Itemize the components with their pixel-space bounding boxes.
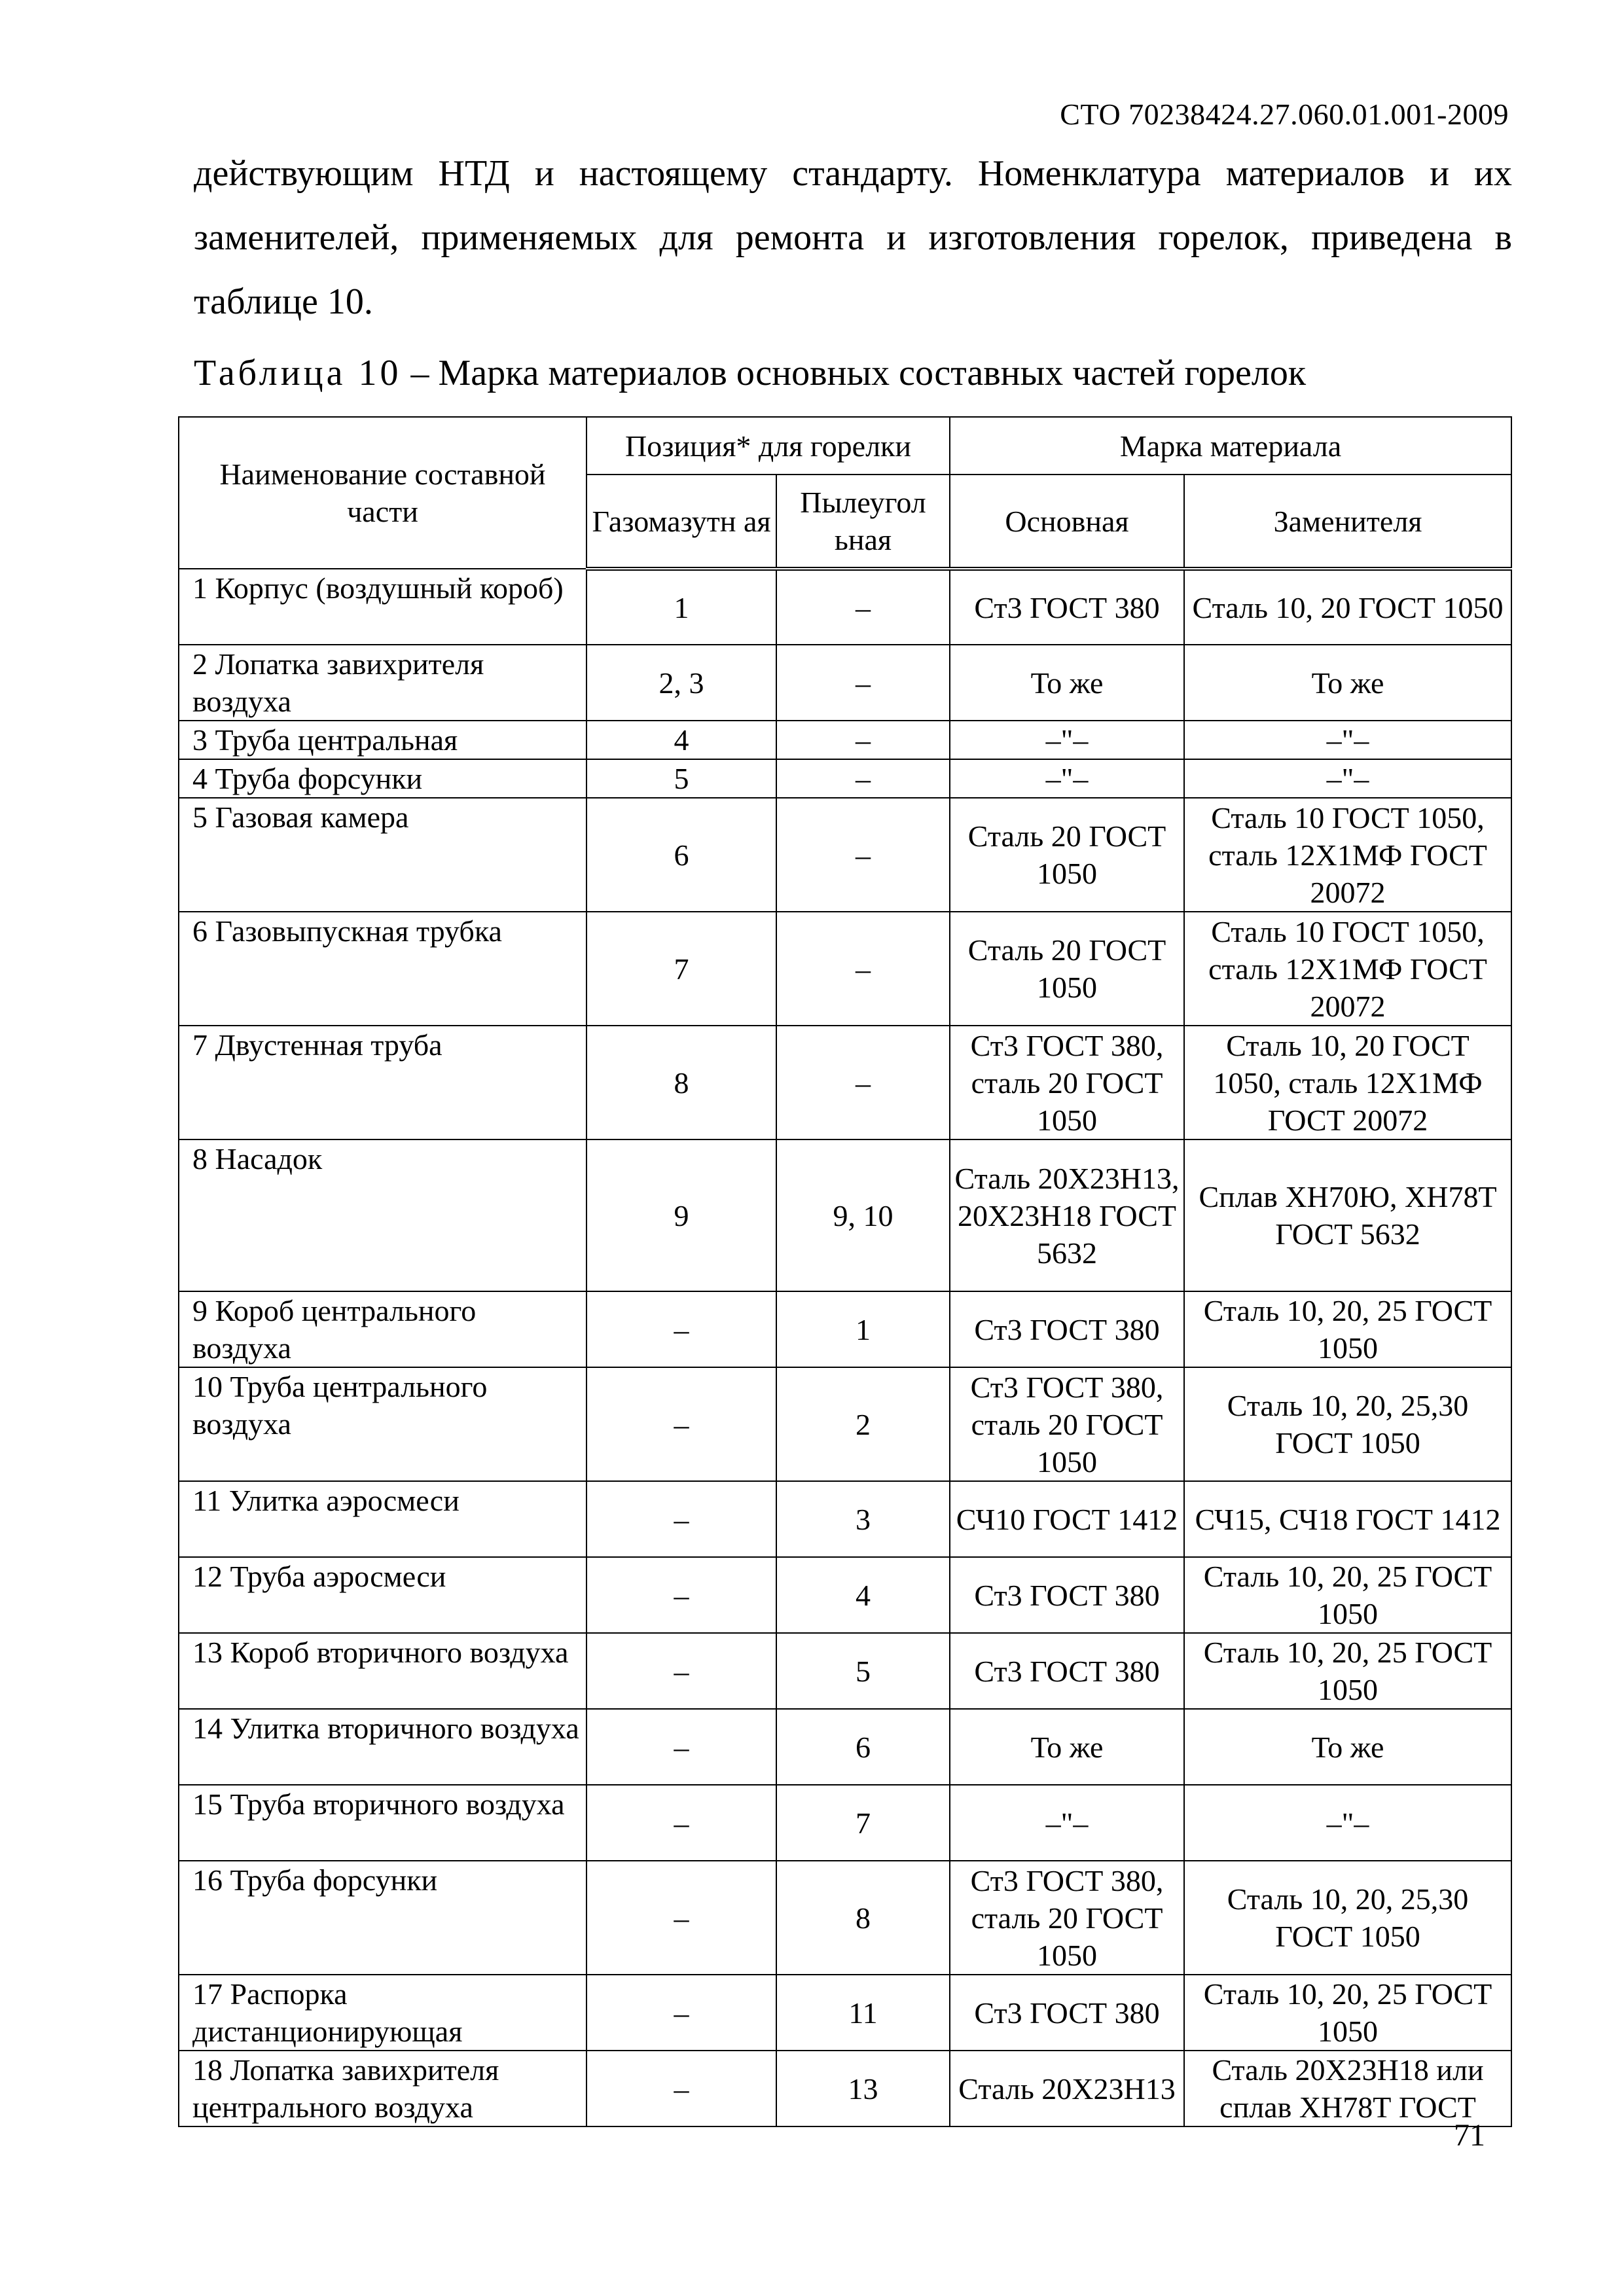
table-row bbox=[179, 1367, 1511, 1481]
table-row bbox=[179, 1481, 1511, 1557]
cell-substitute-material: Сплав ХН70Ю, ХН78Т ГОСТ 5632 bbox=[1184, 1139, 1511, 1291]
cell-main-material: Ст3 ГОСТ 380, сталь 20 ГОСТ 1050 bbox=[950, 1367, 1184, 1481]
cell-substitute-material: Сталь 10, 20, 25,30 ГОСТ 1050 bbox=[1184, 1861, 1511, 1975]
table-row bbox=[179, 1633, 1511, 1709]
table-row bbox=[179, 759, 1511, 798]
cell-main-material: Ст3 ГОСТ 380, сталь 20 ГОСТ 1050 bbox=[950, 1861, 1184, 1975]
table-row bbox=[179, 569, 1511, 645]
cell-gas-oil-position: – bbox=[586, 1633, 776, 1709]
cell-part-name: 4 Труба форсунки bbox=[179, 759, 586, 798]
cell-substitute-material: Сталь 10, 20, 25 ГОСТ 1050 bbox=[1184, 1557, 1511, 1633]
cell-gas-oil-position: 7 bbox=[586, 912, 776, 1026]
cell-main-material: Ст3 ГОСТ 380, сталь 20 ГОСТ 1050 bbox=[950, 1026, 1184, 1139]
cell-part-name: 12 Труба аэросмеси bbox=[179, 1557, 586, 1633]
cell-pulverized-coal-position: – bbox=[776, 798, 950, 912]
cell-substitute-material: Сталь 10, 20 ГОСТ 1050, сталь 12Х1МФ ГОСТ 20072 bbox=[1184, 1026, 1511, 1139]
cell-substitute-material: СЧ15, СЧ18 ГОСТ 1412 bbox=[1184, 1481, 1511, 1557]
cell-pulverized-coal-position: – bbox=[776, 1026, 950, 1139]
table-row bbox=[179, 2051, 1511, 2126]
cell-substitute-material: Сталь 10, 20, 25 ГОСТ 1050 bbox=[1184, 1633, 1511, 1709]
table-row bbox=[179, 1139, 1511, 1291]
cell-gas-oil-position: 5 bbox=[586, 759, 776, 798]
document-code: СТО 70238424.27.060.01.001-2009 bbox=[1060, 98, 1509, 131]
cell-pulverized-coal-position: 7 bbox=[776, 1785, 950, 1861]
cell-main-material: –"– bbox=[950, 1785, 1184, 1861]
cell-part-name: 8 Насадок bbox=[179, 1139, 586, 1291]
table-row bbox=[179, 912, 1511, 1026]
cell-main-material: Сталь 20 ГОСТ 1050 bbox=[950, 798, 1184, 912]
cell-gas-oil-position: – bbox=[586, 1861, 776, 1975]
table-row bbox=[179, 1975, 1511, 2051]
header-part-name: Наименование составной части bbox=[179, 417, 586, 569]
cell-substitute-material: –"– bbox=[1184, 1785, 1511, 1861]
cell-main-material: Ст3 ГОСТ 380 bbox=[950, 1633, 1184, 1709]
intro-paragraph bbox=[194, 141, 1512, 334]
table-row bbox=[179, 798, 1511, 912]
cell-substitute-material: То же bbox=[1184, 1709, 1511, 1785]
cell-pulverized-coal-position: 4 bbox=[776, 1557, 950, 1633]
cell-gas-oil-position: – bbox=[586, 1291, 776, 1367]
header-material: Марка материала bbox=[950, 417, 1511, 475]
cell-gas-oil-position: 1 bbox=[586, 569, 776, 645]
cell-gas-oil-position: 8 bbox=[586, 1026, 776, 1139]
table-row bbox=[179, 1557, 1511, 1633]
intro-line: таблице 10. bbox=[194, 281, 373, 322]
cell-part-name: 15 Труба вторичного воздуха bbox=[179, 1785, 586, 1861]
cell-part-name: 5 Газовая камера bbox=[179, 798, 586, 912]
cell-part-name: 17 Распорка дистанционирующая bbox=[179, 1975, 586, 2051]
cell-part-name: 6 Газовыпускная трубка bbox=[179, 912, 586, 1026]
cell-main-material: Сталь 20Х23Н13 bbox=[950, 2051, 1184, 2126]
cell-part-name: 10 Труба центрального воздуха bbox=[179, 1367, 586, 1481]
intro-line: действующим НТД и настоящему стандарту. Номенклатура материалов и их bbox=[194, 153, 1512, 194]
cell-pulverized-coal-position: 5 bbox=[776, 1633, 950, 1709]
table-row bbox=[179, 645, 1511, 721]
cell-gas-oil-position: – bbox=[586, 1709, 776, 1785]
cell-pulverized-coal-position: – bbox=[776, 721, 950, 759]
cell-pulverized-coal-position: 9, 10 bbox=[776, 1139, 950, 1291]
header-gas-oil: Газомазутн ая bbox=[586, 475, 776, 569]
cell-pulverized-coal-position: 3 bbox=[776, 1481, 950, 1557]
cell-part-name: 14 Улитка вторичного воздуха bbox=[179, 1709, 586, 1785]
cell-pulverized-coal-position: – bbox=[776, 569, 950, 645]
cell-gas-oil-position: 6 bbox=[586, 798, 776, 912]
cell-substitute-material: –"– bbox=[1184, 759, 1511, 798]
cell-substitute-material: То же bbox=[1184, 645, 1511, 721]
cell-gas-oil-position: – bbox=[586, 1785, 776, 1861]
page-number: 71 bbox=[1454, 2118, 1485, 2153]
cell-part-name: 13 Короб вторичного воздуха bbox=[179, 1633, 586, 1709]
table-caption bbox=[194, 347, 1306, 399]
cell-part-name: 1 Корпус (воздушный короб) bbox=[179, 569, 586, 645]
cell-main-material: СЧ10 ГОСТ 1412 bbox=[950, 1481, 1184, 1557]
table-row bbox=[179, 1861, 1511, 1975]
cell-part-name: 7 Двустенная труба bbox=[179, 1026, 586, 1139]
cell-pulverized-coal-position: 13 bbox=[776, 2051, 950, 2126]
cell-pulverized-coal-position: – bbox=[776, 912, 950, 1026]
table-row bbox=[179, 1026, 1511, 1139]
cell-main-material: –"– bbox=[950, 721, 1184, 759]
cell-pulverized-coal-position: 1 bbox=[776, 1291, 950, 1367]
table-body bbox=[179, 569, 1511, 2126]
cell-part-name: 9 Короб центрального воздуха bbox=[179, 1291, 586, 1367]
cell-gas-oil-position: – bbox=[586, 2051, 776, 2126]
cell-gas-oil-position: – bbox=[586, 1975, 776, 2051]
cell-gas-oil-position: 9 bbox=[586, 1139, 776, 1291]
cell-pulverized-coal-position: – bbox=[776, 759, 950, 798]
cell-pulverized-coal-position: 6 bbox=[776, 1709, 950, 1785]
header-position: Позиция* для горелки bbox=[586, 417, 950, 475]
cell-part-name: 16 Труба форсунки bbox=[179, 1861, 586, 1975]
header-main-material: Основная bbox=[950, 475, 1184, 569]
cell-part-name: 3 Труба центральная bbox=[179, 721, 586, 759]
cell-main-material: То же bbox=[950, 645, 1184, 721]
cell-main-material: Ст3 ГОСТ 380 bbox=[950, 1975, 1184, 2051]
cell-gas-oil-position: – bbox=[586, 1557, 776, 1633]
cell-substitute-material: –"– bbox=[1184, 721, 1511, 759]
cell-main-material: То же bbox=[950, 1709, 1184, 1785]
cell-substitute-material: Сталь 20Х23Н18 или сплав ХН78Т ГОСТ bbox=[1184, 2051, 1511, 2126]
table-row bbox=[179, 721, 1511, 759]
cell-substitute-material: Сталь 10, 20 ГОСТ 1050 bbox=[1184, 569, 1511, 645]
header-substitute-material: Заменителя bbox=[1184, 475, 1511, 569]
cell-main-material: Ст3 ГОСТ 380 bbox=[950, 1291, 1184, 1367]
header-pulverized-coal: Пылеугол ьная bbox=[776, 475, 950, 569]
table-row bbox=[179, 1709, 1511, 1785]
cell-main-material: Сталь 20Х23Н13, 20Х23Н18 ГОСТ 5632 bbox=[950, 1139, 1184, 1291]
cell-pulverized-coal-position: – bbox=[776, 645, 950, 721]
cell-substitute-material: Сталь 10 ГОСТ 1050, сталь 12Х1МФ ГОСТ 20072 bbox=[1184, 912, 1511, 1026]
cell-main-material: Ст3 ГОСТ 380 bbox=[950, 1557, 1184, 1633]
cell-gas-oil-position: 2, 3 bbox=[586, 645, 776, 721]
cell-gas-oil-position: – bbox=[586, 1367, 776, 1481]
cell-part-name: 11 Улитка аэросмеси bbox=[179, 1481, 586, 1557]
table-caption-text: – Марка материалов основных составных частей горелок bbox=[401, 353, 1307, 393]
cell-gas-oil-position: 4 bbox=[586, 721, 776, 759]
table-row bbox=[179, 1291, 1511, 1367]
intro-line: заменителей, применяемых для ремонта и изготовления горелок, приведена в bbox=[194, 217, 1512, 258]
cell-pulverized-coal-position: 11 bbox=[776, 1975, 950, 2051]
table-caption-label: Таблица 10 bbox=[194, 353, 402, 393]
cell-substitute-material: Сталь 10, 20, 25,30 ГОСТ 1050 bbox=[1184, 1367, 1511, 1481]
cell-main-material: Сталь 20 ГОСТ 1050 bbox=[950, 912, 1184, 1026]
cell-part-name: 18 Лопатка завихрителя центрального воздуха bbox=[179, 2051, 586, 2126]
cell-part-name: 2 Лопатка завихрителя воздуха bbox=[179, 645, 586, 721]
cell-pulverized-coal-position: 2 bbox=[776, 1367, 950, 1481]
cell-pulverized-coal-position: 8 bbox=[776, 1861, 950, 1975]
table-row bbox=[179, 1785, 1511, 1861]
cell-substitute-material: Сталь 10, 20, 25 ГОСТ 1050 bbox=[1184, 1291, 1511, 1367]
cell-substitute-material: Сталь 10 ГОСТ 1050, сталь 12Х1МФ ГОСТ 20072 bbox=[1184, 798, 1511, 912]
materials-table bbox=[178, 416, 1512, 2127]
cell-main-material: Ст3 ГОСТ 380 bbox=[950, 569, 1184, 645]
cell-main-material: –"– bbox=[950, 759, 1184, 798]
cell-gas-oil-position: – bbox=[586, 1481, 776, 1557]
cell-substitute-material: Сталь 10, 20, 25 ГОСТ 1050 bbox=[1184, 1975, 1511, 2051]
